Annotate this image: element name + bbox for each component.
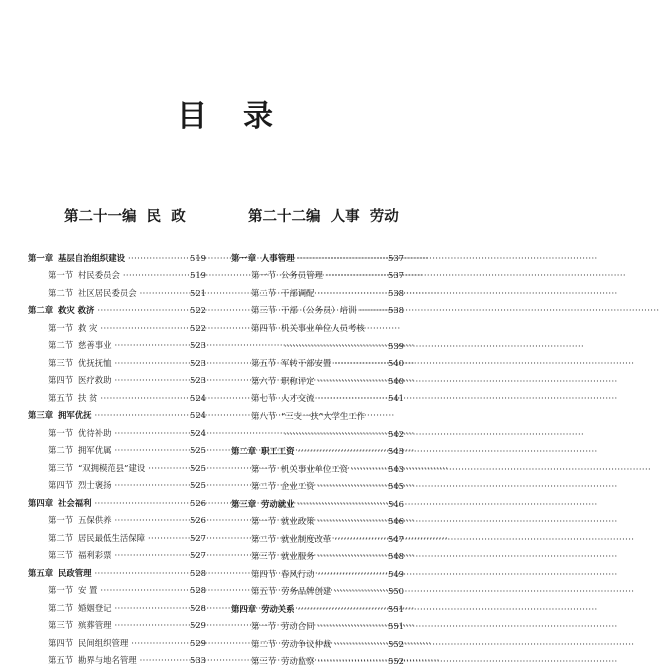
toc-chapter-row[interactable] [28,302,206,320]
toc-entry-title: 劳动合同 [281,621,315,631]
toc-section-row[interactable] [28,512,206,530]
toc-entry-title: 机关事业单位工资 [281,464,348,474]
toc-page-number: 528 [190,603,206,613]
toc-entry-title: 劳务品牌创建 [281,586,331,596]
toc-page-number: 548 [388,551,404,561]
toc-leader-dots [284,341,385,351]
toc-entry-number: 第一节 [48,585,78,595]
toc-entry-title: 春风行动 [281,569,315,579]
toc-page-number: 547 [388,534,404,544]
toc-page-number: 552 [388,656,404,666]
toc-page-number: 527 [190,533,206,543]
toc-chapter-row[interactable] [28,494,206,512]
toc-entry-title: 拥军优抚 [58,410,92,420]
toc-page-number: 522 [190,305,206,315]
toc-section-row[interactable] [28,652,206,670]
toc-section-row[interactable] [231,513,404,531]
toc-entry-title: 村民委员会 [78,270,120,280]
toc-entry-number: 第五章 [28,568,58,578]
toc-entry-number: 第一节 [251,270,281,280]
toc-leader-dots [128,253,187,263]
toc-entry-number: 第四节 [251,323,281,333]
toc-entry-number: 第二节 [48,533,78,543]
toc-entry-title: 民政管理 [58,568,92,578]
toc-entry-title: 社会福利 [58,498,92,508]
toc-section-row[interactable] [28,634,206,652]
toc-section-row[interactable] [231,372,404,390]
toc-leader-dots [115,428,188,438]
toc-leader-dots [140,288,187,298]
toc-page-number: 526 [190,515,206,525]
toc-entry-number: 第一节 [251,464,281,474]
toc-section-row[interactable] [28,617,206,635]
toc-page-number: 524 [190,393,206,403]
toc-leader-dots [284,429,385,439]
toc-entry-number: 第一节 [48,270,78,280]
toc-entry-number: 第三节 [251,656,281,666]
toc-leader-dots [318,481,386,491]
toc-page-number: 543 [388,446,404,456]
right-toc-column [231,249,404,670]
toc-entry-number: 第七节 [251,393,281,403]
toc-entry-title: “三支一扶”大学生工作 [281,411,365,421]
toc-entry-title: 救灾 救济 [58,305,94,315]
toc-section-row[interactable] [231,478,404,496]
toc-leader-dots [318,393,386,403]
toc-page-number: 522 [190,323,206,333]
toc-chapter-row[interactable] [28,564,206,582]
toc-entry-title: 五保供养 [78,515,112,525]
toc-entry-number: 第一章 [28,253,58,263]
toc-entry-title: 殡葬管理 [78,620,112,630]
toc-section-row[interactable] [28,284,206,302]
toc-page-number: 529 [190,638,206,648]
toc-entry-title: 人才交流 [281,393,315,403]
toc-entry-title: 职称评定 [281,376,315,386]
toc-page-number: 528 [190,585,206,595]
toc-entry-title: 优待补助 [78,428,112,438]
page-title: 目录 [0,100,450,134]
toc-entry-title: 婚姻登记 [78,603,112,613]
toc-page-number: 524 [190,428,206,438]
toc-entry-title: 职工工资 [261,446,295,456]
toc-entry-number: 第二节 [48,603,78,613]
toc-leader-dots [318,288,386,298]
toc-entry-number: 第二章 [28,305,58,315]
toc-entry-number: 第一节 [251,516,281,526]
toc-entry-number: 第二节 [251,534,281,544]
toc-entry-title: 优抚抚恤 [78,358,112,368]
toc-entry-title: 就业制度改革 [281,534,331,544]
toc-leader-dots [115,375,188,385]
toc-entry-number: 第一章 [231,253,261,263]
toc-section-row[interactable] [231,618,404,636]
toc-entry-title: 劳动监察 [281,656,315,666]
toc-entry-title: 劳动争议仲裁 [281,639,331,649]
toc-chapter-row[interactable] [28,407,206,425]
toc-entry-number: 第三节 [48,550,78,560]
toc-section-row[interactable] [28,372,206,390]
toc-leader-dots [318,551,386,561]
toc-entry-number: 第四章 [28,498,58,508]
toc-page-number: 539 [388,341,404,351]
toc-leader-dots [334,639,385,649]
toc-page-number: 542 [388,429,404,439]
toc-page-number: 528 [190,568,206,578]
toc-leader-dots [334,586,385,596]
toc-leader-dots [318,656,386,666]
toc-entry-title: 干部调配 [281,288,315,298]
toc-entry-number: 第五节 [48,655,78,665]
toc-leader-dots [368,411,385,421]
left-part-title: 第二十一编 民 政 [64,208,186,226]
toc-entry-number: 第四章 [231,604,261,614]
toc-section-row[interactable] [231,355,404,373]
toc-entry-title: 烈士褒扬 [78,480,112,490]
toc-entry-number: 第三节 [48,358,78,368]
toc-leader-dots [298,253,386,263]
toc-page-number: 525 [190,463,206,473]
toc-page-number: 521 [190,288,206,298]
toc-entry-number: 第二节 [48,288,78,298]
toc-leader-dots [318,621,386,631]
toc-entry-number: 第五节 [251,586,281,596]
toc-leader-dots [115,620,188,630]
toc-page-number: 523 [190,358,206,368]
toc-entry-number: 第四节 [251,569,281,579]
toc-leader-dots [123,270,187,280]
toc-leader-dots [318,569,386,579]
toc-entry-title: “双拥模范县”建设 [78,463,145,473]
toc-entry-number: 第四节 [48,638,78,648]
toc-chapter-row[interactable] [231,443,404,461]
toc-entry-title: 就业服务 [281,551,315,561]
toc-section-row[interactable] [28,267,206,285]
toc-page-number: 527 [190,550,206,560]
toc-page-number: 537 [388,270,404,280]
toc-leader-dots [115,550,188,560]
toc-leader-dots [298,604,386,614]
toc-leader-dots [115,358,188,368]
toc-entry-title: 拥军优属 [78,445,112,455]
toc-leader-dots [298,499,386,509]
toc-entry-number: 第二节 [251,481,281,491]
toc-entry-title: 人事管理 [261,253,295,263]
toc-leader-dots [95,568,188,578]
toc-page-number: 524 [190,410,206,420]
toc-entry-title: 勘界与地名管理 [78,655,137,665]
toc-entry-title: 机关事业单位人员考核 [281,323,365,333]
toc-leader-dots [359,305,385,315]
toc-page-number: 540 [388,358,404,368]
toc-page-number: 519 [190,253,206,263]
toc-leader-dots [115,515,188,525]
toc-entry-title: 民间组织管理 [78,638,128,648]
toc-chapter-row[interactable] [28,249,206,267]
toc-section-row[interactable] [231,302,404,320]
toc-section-row[interactable] [28,389,206,407]
toc-page-number: 526 [190,498,206,508]
toc-section-row[interactable] [231,635,404,653]
toc-section-row[interactable] [28,582,206,600]
toc-leader-dots [326,270,385,280]
toc-leader-dots [351,464,385,474]
toc-page-number: 537 [388,253,404,263]
toc-entry-title: 劳动关系 [261,604,295,614]
toc-page-number: 543 [388,464,404,474]
toc-section-row[interactable] [231,267,404,285]
toc-section-row[interactable] [231,653,404,670]
toc-page-number: 533 [190,655,206,665]
toc-section-row[interactable] [28,442,206,460]
toc-leader-dots [115,480,188,490]
toc-entry-number: 第三节 [48,463,78,473]
toc-page-number: 551 [388,621,404,631]
toc-entry-number: 第三节 [48,620,78,630]
toc-leader-dots [368,323,385,333]
toc-page-number: 541 [388,393,404,403]
toc-section-row[interactable] [231,583,404,601]
toc-section-row[interactable] [28,424,206,442]
toc-leader-dots [140,655,187,665]
toc-entry-number: 第四节 [48,375,78,385]
toc-entry-title: 劳动就业 [261,499,295,509]
toc-leader-dots [298,446,386,456]
toc-page-number: 549 [388,569,404,579]
toc-section-row[interactable] [231,407,404,425]
toc-entry-title: 福利彩票 [78,550,112,560]
toc-chapter-row[interactable] [231,600,404,618]
toc-entry-number: 第二节 [251,288,281,298]
toc-entry-number: 第二章 [231,446,261,456]
toc-entry-title: 医疗救助 [78,375,112,385]
toc-chapter-row[interactable] [231,495,404,513]
toc-entry-number: 第二节 [48,445,78,455]
toc-entry-title: 基层自治组织建设 [58,253,125,263]
toc-entry-number: 第三节 [251,551,281,561]
toc-leader-dots [115,445,188,455]
toc-page-number: 538 [388,305,404,315]
toc-leader-dots [148,463,187,473]
toc-entry-title: 安 置 [78,585,97,595]
toc-entry-number: 第三节 [251,305,281,315]
toc-entry-title: 军转干部安置 [281,358,331,368]
toc-entry-title: 救 灾 [78,323,97,333]
toc-entry-number: 第四节 [48,480,78,490]
toc-chapter-row[interactable] [231,249,404,267]
toc-section-row[interactable] [28,529,206,547]
toc-leader-dots [318,516,386,526]
toc-entry-number: 第二节 [251,639,281,649]
toc-section-row[interactable] [231,548,404,566]
toc-section-row[interactable] [28,337,206,355]
toc-leader-dots [100,393,187,403]
toc-entry-number: 第三章 [28,410,58,420]
toc-entry-number: 第二节 [48,340,78,350]
toc-leader-dots [97,305,187,315]
toc-leader-dots [334,358,385,368]
toc-leader-dots [334,534,385,544]
toc-entry-title: 就业政策 [281,516,315,526]
toc-entry-number: 第八节 [251,411,281,421]
toc-leader-dots [115,603,188,613]
toc-leader-dots [100,323,187,333]
toc-page-number: 523 [190,375,206,385]
toc-section-row[interactable] [231,460,404,478]
toc-section-row[interactable] [231,284,404,302]
toc-entry-number: 第五节 [48,393,78,403]
toc-entry-title: 慈善事业 [78,340,112,350]
toc-section-row[interactable] [28,354,206,372]
toc-page-number: 525 [190,445,206,455]
toc-section-row[interactable] [231,530,404,548]
toc-leader-dots [95,410,188,420]
toc-entry-number: 第一节 [48,323,78,333]
toc-leader-dots [100,585,187,595]
toc-section-row[interactable] [28,319,206,337]
toc-entry-title: 居民最低生活保障 [78,533,145,543]
toc-entry-title: 企业工资 [281,481,315,491]
toc-page-number: 550 [388,586,404,596]
toc-entry-number: 第六节 [251,376,281,386]
toc-leader-dots [131,638,187,648]
toc-leader-dots [148,533,187,543]
toc-entry-number: 第一节 [251,621,281,631]
toc-page-number: 552 [388,639,404,649]
toc-page-number: 551 [388,604,404,614]
toc-entry-title: 扶 贫 [78,393,97,403]
toc-page-number: 546 [388,516,404,526]
toc-entry-title: 社区居民委员会 [78,288,137,298]
toc-page-number: 525 [190,480,206,490]
toc-leader-dots [318,376,386,386]
toc-entry-number: 第五节 [251,358,281,368]
toc-section-row[interactable] [28,599,206,617]
toc-page-number: 545 [388,481,404,491]
toc-page-number: 540 [388,376,404,386]
left-toc-column [28,249,206,669]
toc-section-row[interactable] [28,547,206,565]
toc-page-number: 523 [190,340,206,350]
toc-section-row[interactable] [231,425,404,443]
toc-leader-dots [95,498,188,508]
toc-section-row[interactable] [231,337,404,355]
toc-entry-number: 第三章 [231,499,261,509]
toc-page-number: 529 [190,620,206,630]
toc-entry-number: 第一节 [48,515,78,525]
toc-leader-dots [115,340,188,350]
toc-entry-title: 干部（公务员）培训 [281,305,356,315]
toc-section-row[interactable] [231,319,404,337]
toc-section-row[interactable] [231,390,404,408]
toc-page-number: 519 [190,270,206,280]
toc-entry-title: 公务员管理 [281,270,323,280]
toc-section-row[interactable] [28,477,206,495]
toc-section-row[interactable] [28,459,206,477]
right-part-title: 第二十二编 人事 劳动 [248,208,399,226]
toc-page-number: 546 [388,499,404,509]
toc-section-row[interactable] [231,565,404,583]
toc-page-number: 538 [388,288,404,298]
toc-entry-number: 第一节 [48,428,78,438]
